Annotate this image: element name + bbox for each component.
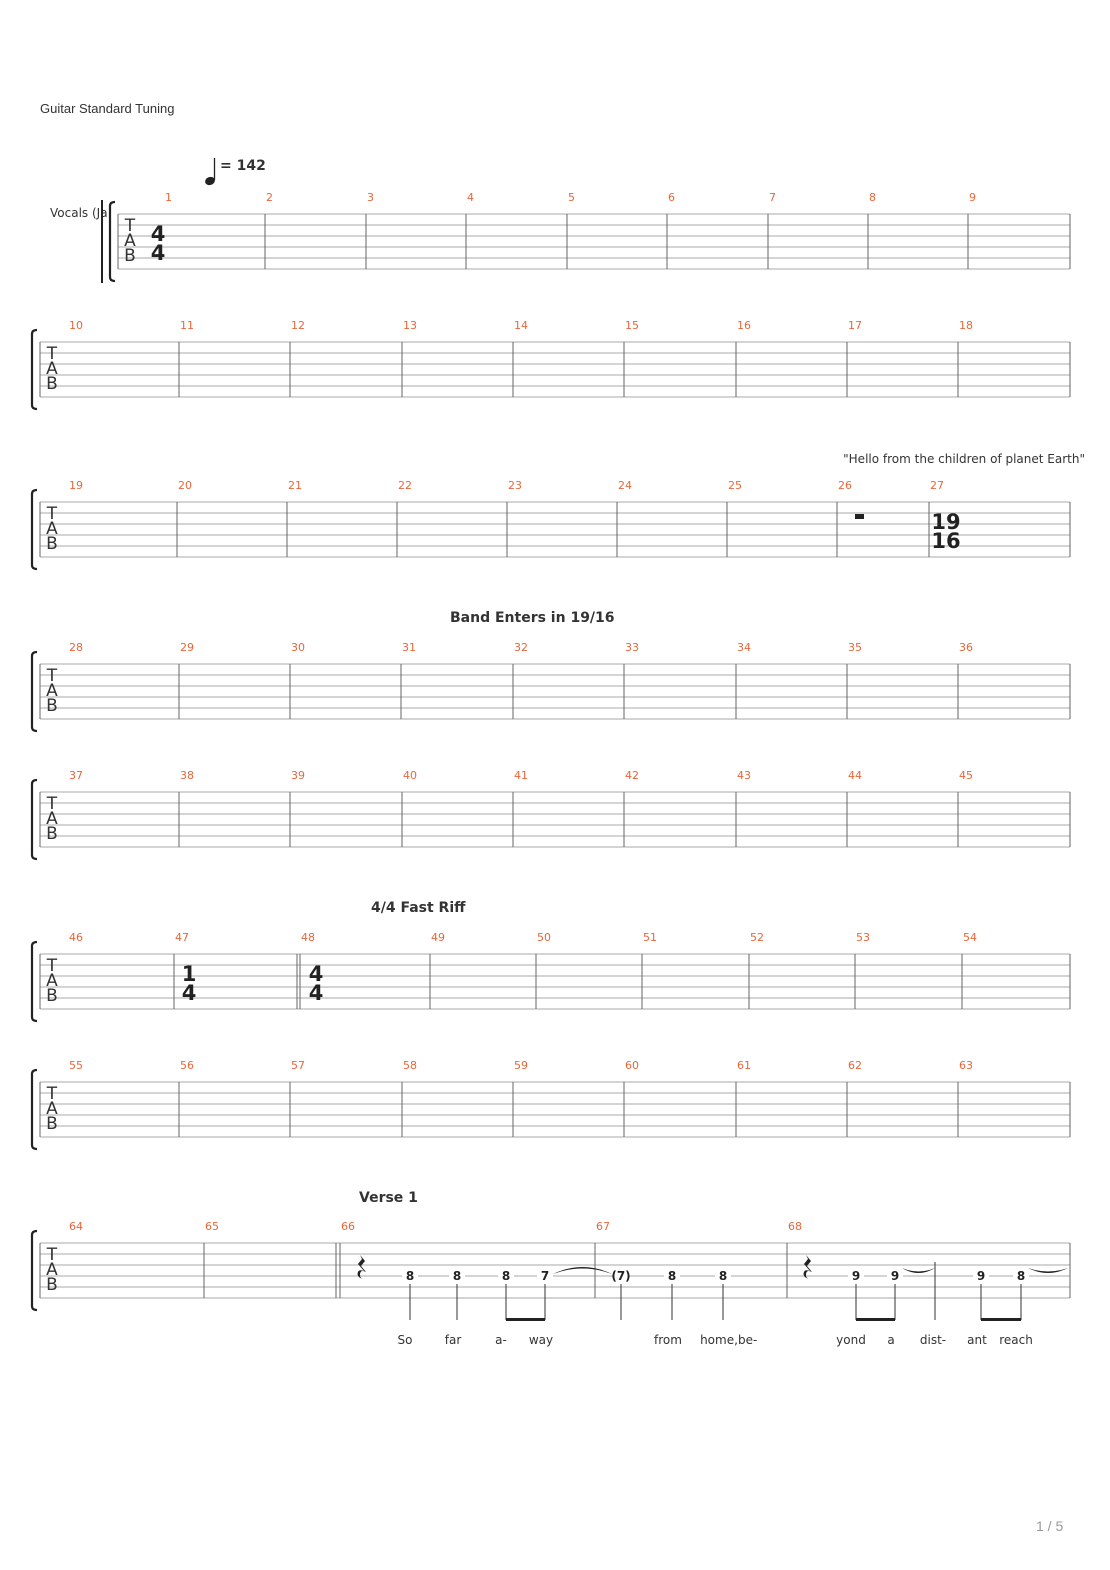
system-bracket — [32, 330, 37, 409]
tab-clef-letter: T — [46, 1084, 58, 1104]
tab-clef-letter: T — [46, 956, 58, 976]
fret-number: 9 — [851, 1269, 861, 1283]
measure-number: 12 — [291, 319, 305, 332]
tab-clef-letter: B — [46, 824, 58, 844]
track-name: Vocals (Ja — [50, 206, 108, 220]
system-bracket — [32, 780, 37, 859]
tab-clef-letter: B — [46, 696, 58, 716]
lyric-syllable: ant — [967, 1333, 987, 1347]
tab-clef-letter: B — [124, 246, 136, 266]
time-signature-bottom: 16 — [931, 529, 961, 553]
system-bracket — [32, 490, 37, 569]
measure-number: 16 — [737, 319, 751, 332]
measure-number: 37 — [69, 769, 83, 782]
time-signature-bottom: 4 — [308, 981, 324, 1005]
measure-number: 40 — [403, 769, 417, 782]
measure-number: 29 — [180, 641, 194, 654]
measure-number: 5 — [568, 191, 575, 204]
measure-number: 51 — [643, 931, 657, 944]
measure-number: 52 — [750, 931, 764, 944]
measure-number: 22 — [398, 479, 412, 492]
measure-number: 62 — [848, 1059, 862, 1072]
tie-arc — [902, 1268, 935, 1273]
fret-number: 9 — [890, 1269, 900, 1283]
time-signature-bottom: 4 — [181, 981, 197, 1005]
measure-number: 23 — [508, 479, 522, 492]
measure-number: 24 — [618, 479, 632, 492]
system-bracket — [32, 652, 37, 731]
system-bracket — [110, 202, 115, 281]
measure-number: 27 — [930, 479, 944, 492]
fret-number: 8 — [1016, 1269, 1026, 1283]
tempo-value: = 142 — [220, 158, 266, 174]
tie-arc — [1028, 1268, 1068, 1273]
lyric-syllable: a- — [495, 1333, 507, 1347]
fret-number: 8 — [501, 1269, 511, 1283]
tab-clef-letter: T — [46, 504, 58, 524]
tab-clef-letter: T — [46, 344, 58, 364]
measure-number: 32 — [514, 641, 528, 654]
measure-number: 25 — [728, 479, 742, 492]
measure-number: 58 — [403, 1059, 417, 1072]
measure-number: 42 — [625, 769, 639, 782]
measure-number: 9 — [969, 191, 976, 204]
tab-clef-letter: T — [46, 1245, 58, 1265]
measure-number: 35 — [848, 641, 862, 654]
section-annotation: Band Enters in 19/16 — [450, 610, 615, 626]
system-bracket — [32, 1231, 37, 1310]
time-signature-bottom: 4 — [150, 241, 166, 265]
measure-number: 39 — [291, 769, 305, 782]
fret-number: 9 — [976, 1269, 986, 1283]
measure-number: 54 — [963, 931, 977, 944]
eighth-beam — [506, 1318, 545, 1321]
lyric-syllable: yond — [836, 1333, 866, 1347]
measure-number: 10 — [69, 319, 83, 332]
tab-clef-letter: A — [46, 1260, 58, 1280]
measure-number: 2 — [266, 191, 273, 204]
measure-number: 36 — [959, 641, 973, 654]
measure-number: 34 — [737, 641, 751, 654]
system-bracket — [32, 942, 37, 1021]
tab-clef-letter: A — [124, 231, 136, 251]
measure-number: 1 — [165, 191, 172, 204]
time-signature-top: 19 — [931, 510, 961, 534]
measure-number: 11 — [180, 319, 194, 332]
tab-clef-letter: A — [46, 971, 58, 991]
measure-number: 31 — [402, 641, 416, 654]
measure-number: 17 — [848, 319, 862, 332]
section-annotation: "Hello from the children of planet Earth" — [843, 452, 1085, 466]
lyric-syllable: way — [528, 1333, 554, 1347]
tab-clef-letter: B — [46, 1275, 58, 1295]
lyric-syllable: from — [654, 1333, 682, 1347]
fret-number: 8 — [667, 1269, 677, 1283]
measure-number: 26 — [838, 479, 852, 492]
lyric-syllable: be- — [738, 1333, 758, 1347]
fret-number: 7 — [540, 1269, 550, 1283]
measure-number: 21 — [288, 479, 302, 492]
measure-number: 19 — [69, 479, 83, 492]
page-header: Guitar Standard Tuning — [40, 101, 175, 116]
tie-arc — [553, 1267, 612, 1274]
measure-number: 30 — [291, 641, 305, 654]
tab-clef-letter: B — [46, 986, 58, 1006]
measure-number: 66 — [341, 1220, 355, 1233]
eighth-beam — [981, 1318, 1021, 1321]
tab-clef-letter: A — [46, 359, 58, 379]
fret-number: 8 — [452, 1269, 462, 1283]
measure-number: 4 — [467, 191, 474, 204]
eighth-beam — [856, 1318, 895, 1321]
time-signature-top: 1 — [181, 962, 197, 986]
measure-number: 8 — [869, 191, 876, 204]
lyric-syllable: a — [887, 1333, 895, 1347]
quarter-rest-icon — [804, 1255, 812, 1279]
tab-clef-letter: B — [46, 1114, 58, 1134]
measure-number: 20 — [178, 479, 192, 492]
measure-number: 48 — [301, 931, 315, 944]
tab-clef-letter: A — [46, 681, 58, 701]
measure-number: 15 — [625, 319, 639, 332]
time-signature-top: 4 — [308, 962, 324, 986]
page-number: 1 / 5 — [1036, 1518, 1064, 1534]
tab-clef-letter: B — [46, 374, 58, 394]
tab-clef-letter: B — [46, 534, 58, 554]
tab-clef-letter: T — [46, 666, 58, 686]
tab-clef-letter: A — [46, 519, 58, 539]
measure-number: 50 — [537, 931, 551, 944]
measure-number: 68 — [788, 1220, 802, 1233]
section-annotation: 4/4 Fast Riff — [371, 900, 466, 916]
time-signature-top: 4 — [150, 222, 166, 246]
fret-number: (7) — [611, 1269, 631, 1283]
fret-number: 8 — [405, 1269, 415, 1283]
measure-number: 14 — [514, 319, 528, 332]
measure-number: 53 — [856, 931, 870, 944]
tab-clef-letter: A — [46, 809, 58, 829]
measure-number: 65 — [205, 1220, 219, 1233]
measure-number: 63 — [959, 1059, 973, 1072]
measure-number: 7 — [769, 191, 776, 204]
lyric-syllable: home, — [700, 1333, 738, 1347]
measure-number: 43 — [737, 769, 751, 782]
measure-number: 3 — [367, 191, 374, 204]
measure-number: 45 — [959, 769, 973, 782]
measure-number: 28 — [69, 641, 83, 654]
tab-clef-letter: T — [46, 794, 58, 814]
measure-number: 59 — [514, 1059, 528, 1072]
measure-number: 55 — [69, 1059, 83, 1072]
measure-number: 13 — [403, 319, 417, 332]
measure-number: 64 — [69, 1220, 83, 1233]
measure-number: 61 — [737, 1059, 751, 1072]
rest-icon — [855, 514, 864, 519]
lyric-syllable: So — [397, 1333, 413, 1347]
measure-number: 47 — [175, 931, 189, 944]
measure-number: 56 — [180, 1059, 194, 1072]
measure-number: 57 — [291, 1059, 305, 1072]
measure-number: 67 — [596, 1220, 610, 1233]
quarter-rest-icon — [358, 1255, 366, 1279]
measure-number: 46 — [69, 931, 83, 944]
tab-clef-letter: A — [46, 1099, 58, 1119]
measure-number: 6 — [668, 191, 675, 204]
lyric-syllable: dist- — [919, 1333, 947, 1347]
section-annotation: Verse 1 — [359, 1190, 418, 1206]
measure-number: 38 — [180, 769, 194, 782]
fret-number: 8 — [718, 1269, 728, 1283]
measure-number: 49 — [431, 931, 445, 944]
measure-number: 60 — [625, 1059, 639, 1072]
lyric-syllable: far — [444, 1333, 462, 1347]
measure-number: 33 — [625, 641, 639, 654]
measure-number: 41 — [514, 769, 528, 782]
measure-number: 44 — [848, 769, 862, 782]
lyric-syllable: reach — [999, 1333, 1033, 1347]
measure-number: 18 — [959, 319, 973, 332]
system-bracket — [32, 1070, 37, 1149]
tab-clef-letter: T — [124, 216, 136, 236]
